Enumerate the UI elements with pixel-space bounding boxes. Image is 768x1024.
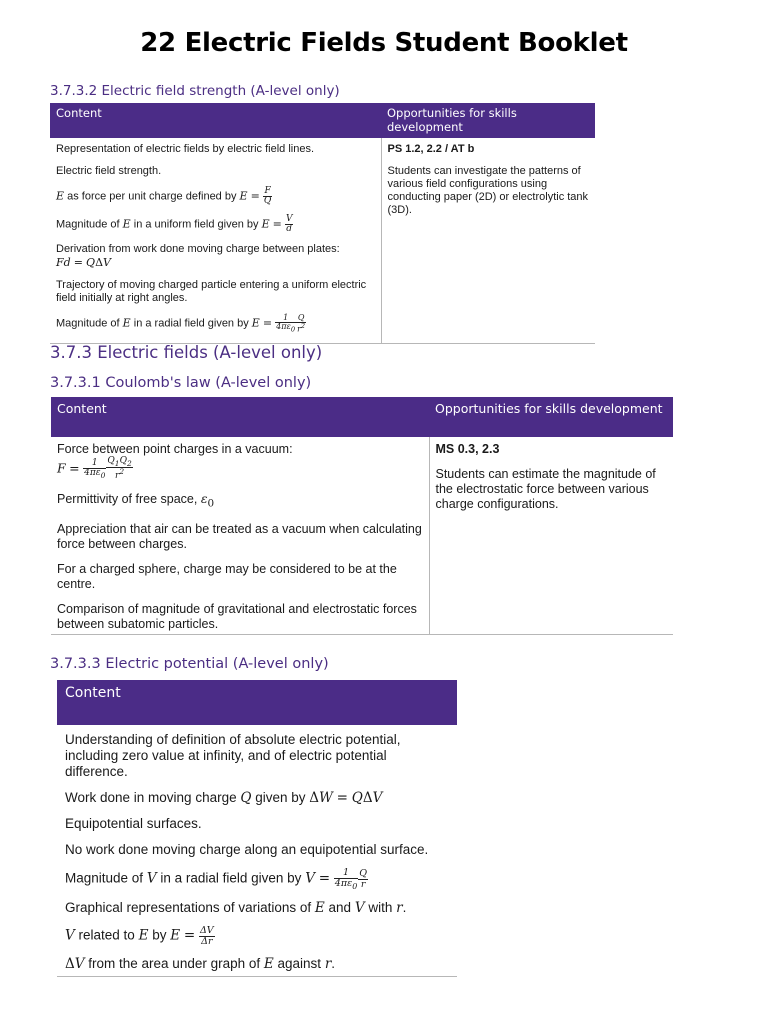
list-item: Permittivity of free space, $\varepsilon_0$ [57,491,215,510]
list-item: Magnitude of E in a radial field given by E = $\frac{1}{4\pi\varepsilon_0}$ $\frac{Q}{r^2}$ [56,313,306,334]
skills-cell [381,138,595,343]
list-item: E as force per unit charge defined by E = $\frac{F}{Q}$ [56,186,272,206]
list-item: Representation of electric fields by electric field lines. [56,143,315,155]
field-strength-table [50,103,595,344]
column-header-skills: Opportunities for skills development [381,103,595,138]
section-heading-electric-potential: 3.7.3.3 Electric potential (A-level only) [50,656,329,672]
skills-cell [429,437,673,634]
list-item: Magnitude of V in a radial field given by V = $\frac{1}{4\pi\varepsilon_0}$ $\frac{Q}{r}$ [65,867,368,891]
list-item: Trajectory of moving charged particle entering a uniform electric field initially at right angles. [56,279,367,304]
list-item: Force between point charges in a vacuum: F = $\frac{1}{4\pi\varepsilon_0}$ $\frac{Q_1Q_2}{r^2}$ [57,442,293,482]
content-cell [57,725,457,977]
list-item: Magnitude of E in a uniform field given by E = $\frac{V}{d}$ [56,214,293,234]
list-item: V related to E by E = $\frac{\Delta V}{\Delta r}$ [65,925,214,947]
list-item: Work done in moving charge Q given by ΔW = QΔV [65,790,383,806]
column-header-content: Content [51,397,429,437]
skills-text: Students can estimate the magnitude of the electrostatic force between various charge configurations. [435,467,656,511]
list-item: Appreciation that air can be treated as a vacuum when calculating force between charges. [57,521,422,551]
coulombs-law-table [51,397,673,635]
column-header-skills: Opportunities for skills development [429,397,673,437]
list-item: Graphical representations of variations of E and V with r. [65,900,407,917]
list-item: ΔV from the area under graph of E against r. [65,956,336,973]
list-item: For a charged sphere, charge may be considered to be at the centre. [57,561,397,591]
column-header-content: Content [57,680,457,725]
content-cell [51,437,429,634]
content-cell [50,138,381,343]
column-header-content: Content [50,103,381,138]
electric-potential-table [57,680,457,977]
section-heading-field-strength: 3.7.3.2 Electric field strength (A-level only) [50,83,340,99]
skills-code: MS 0.3, 2.3 [435,442,500,456]
list-item: No work done moving charge along an equipotential surface. [65,842,429,857]
skills-code: PS 1.2, 2.2 / AT b [387,143,475,155]
list-item: Comparison of magnitude of gravitational and electrostatic forces between subatomic particles. [57,601,417,631]
list-item: Electric field strength. [56,165,162,177]
section-heading-electric-fields: 3.7.3 Electric fields (A-level only) [50,343,323,362]
list-item: Understanding of definition of absolute electric potential, including zero value at infinity, and of electric potential difference. [65,732,401,779]
document-title: 22 Electric Fields Student Booklet [140,28,628,58]
skills-text: Students can investigate the patterns of various field configurations using conducting paper (2D) or electrolytic tank (3D). [387,165,589,216]
list-item: Derivation from work done moving charge between plates: Fd = QΔV [56,243,340,269]
list-item: Equipotential surfaces. [65,816,202,831]
section-heading-coulombs-law: 3.7.3.1 Coulomb's law (A-level only) [50,375,312,391]
